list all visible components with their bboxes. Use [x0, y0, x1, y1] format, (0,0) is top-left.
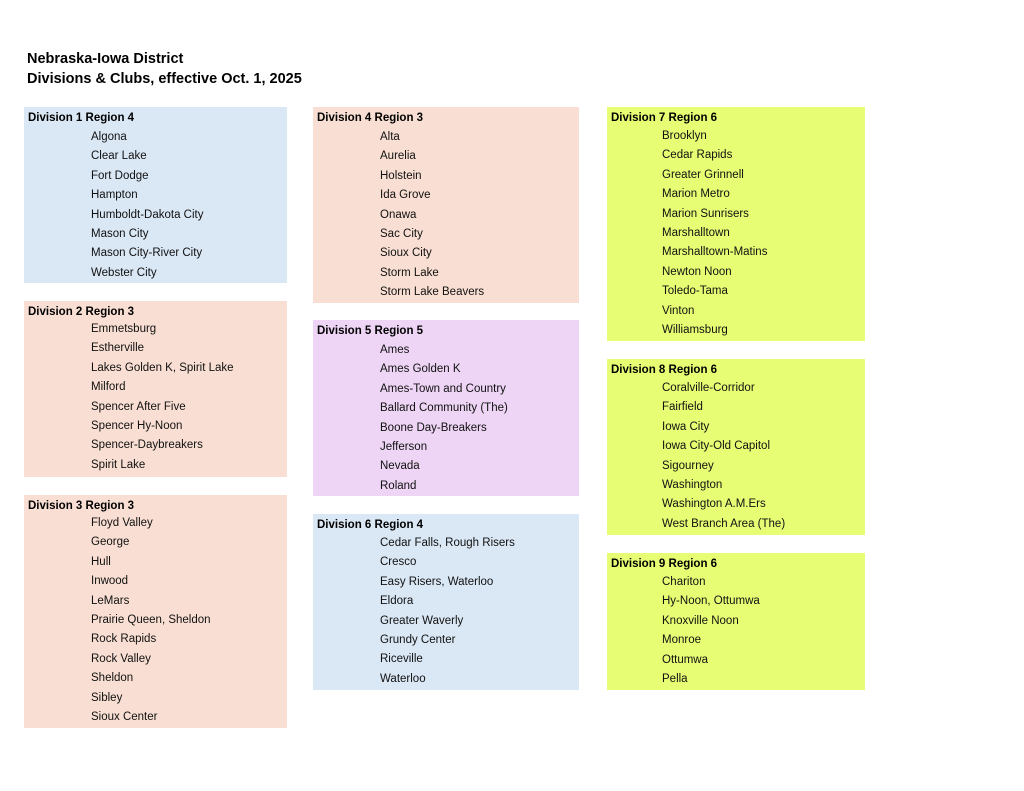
division-7-heading: Division 7 Region 6 — [611, 112, 718, 124]
division-4-box — [313, 107, 579, 303]
division-2-club-list — [91, 320, 234, 475]
division-4-heading: Division 4 Region 3 — [317, 112, 424, 124]
club-item: Cedar Rapids — [662, 149, 733, 162]
club-item: Sioux Center — [91, 710, 158, 723]
club-item: Sac City — [380, 227, 423, 240]
club-item: Waterloo — [380, 672, 426, 685]
club-item: Washington A.M.Ers — [662, 498, 766, 511]
club-item: Ames Golden K — [380, 363, 461, 376]
club-item: Fairfield — [662, 401, 703, 414]
club-item: Prairie Queen, Sheldon — [91, 613, 211, 626]
division-9-box — [607, 553, 865, 690]
club-item: Spencer After Five — [91, 400, 186, 413]
club-item: Sigourney — [662, 459, 714, 472]
club-item: West Branch Area (The) — [662, 517, 786, 530]
club-item: Greater Waverly — [380, 614, 464, 627]
club-item: Mason City-River City — [91, 247, 203, 260]
club-item: Algona — [91, 131, 127, 143]
club-item: Inwood — [91, 575, 129, 588]
club-item: Estherville — [91, 342, 145, 355]
club-item: Pella — [662, 672, 688, 685]
division-2-box — [24, 301, 287, 477]
document-title: Nebraska-Iowa District — [27, 51, 184, 67]
club-item: Clear Lake — [91, 150, 147, 163]
club-item: Floyd Valley — [91, 517, 153, 529]
club-item: LeMars — [91, 594, 130, 607]
division-1-club-list — [91, 128, 203, 283]
club-item: Ida Grove — [380, 189, 431, 202]
club-item: Washington — [662, 478, 723, 491]
club-item: Iowa City — [662, 420, 710, 433]
club-item: Milford — [91, 381, 126, 394]
club-item: Lakes Golden K, Spirit Lake — [91, 361, 234, 374]
division-1-heading: Division 1 Region 4 — [28, 112, 135, 124]
division-3-box — [24, 495, 287, 728]
club-item: Ballard Community (The) — [380, 402, 508, 415]
club-item: Hull — [91, 555, 111, 568]
club-item: George — [91, 536, 130, 549]
club-item: Greater Grinnell — [662, 168, 744, 181]
club-item: Sioux City — [380, 247, 432, 260]
club-item: Cedar Falls, Rough Risers — [380, 537, 515, 549]
club-item: Hy-Noon, Ottumwa — [662, 595, 760, 608]
club-item: Ames — [380, 344, 410, 356]
club-item: Jefferson — [380, 440, 428, 453]
club-item: Easy Risers, Waterloo — [380, 575, 494, 588]
club-item: Rock Rapids — [91, 633, 157, 646]
division-6-box — [313, 514, 579, 690]
club-item: Marion Metro — [662, 188, 730, 201]
division-8-club-list — [662, 379, 785, 534]
division-7-box — [607, 107, 865, 341]
division-5-club-list — [380, 341, 508, 496]
club-item: Marshalltown — [662, 226, 730, 239]
club-item: Holstein — [380, 169, 422, 182]
club-item: Rock Valley — [91, 652, 151, 665]
club-item: Williamsburg — [662, 323, 728, 336]
club-item: Riceville — [380, 653, 423, 666]
club-item: Sheldon — [91, 672, 134, 685]
division-8-heading: Division 8 Region 6 — [611, 364, 718, 376]
club-item: Newton Noon — [662, 265, 732, 278]
club-item: Spirit Lake — [91, 458, 146, 471]
club-item: Storm Lake Beavers — [380, 286, 485, 299]
division-5-box — [313, 320, 579, 496]
club-item: Aurelia — [380, 150, 416, 163]
club-item: Spencer Hy-Noon — [91, 419, 183, 432]
club-item: Spencer-Daybreakers — [91, 439, 203, 452]
club-item: Ottumwa — [662, 653, 709, 666]
division-1-box — [24, 107, 287, 283]
club-item: Sibley — [91, 691, 123, 704]
club-item: Iowa City-Old Capitol — [662, 440, 771, 453]
club-item: Monroe — [662, 634, 701, 647]
club-item: Eldora — [380, 595, 414, 608]
division-3-heading: Division 3 Region 3 — [28, 500, 135, 512]
club-item: Humboldt-Dakota City — [91, 208, 204, 221]
division-7-club-list — [662, 127, 767, 340]
club-item: Mason City — [91, 227, 149, 240]
club-item: Coralville-Corridor — [662, 382, 755, 394]
club-item: Storm Lake — [380, 266, 439, 279]
club-item: Nevada — [380, 460, 420, 473]
club-item: Fort Dodge — [91, 169, 149, 182]
club-item: Emmetsburg — [91, 323, 157, 335]
division-9-club-list — [662, 573, 760, 689]
document-subtitle: Divisions & Clubs, effective Oct. 1, 2025 — [27, 71, 302, 87]
club-item: Brooklyn — [662, 130, 707, 142]
division-8-box — [607, 359, 865, 535]
club-item: Grundy Center — [380, 633, 456, 646]
division-9-heading: Division 9 Region 6 — [611, 558, 718, 570]
club-item: Knoxville Noon — [662, 614, 739, 627]
club-item: Onawa — [380, 208, 417, 221]
club-item: Alta — [380, 131, 400, 143]
division-6-club-list — [380, 534, 515, 689]
club-item: Webster City — [91, 266, 157, 279]
club-item: Vinton — [662, 304, 695, 317]
division-4-club-list — [380, 128, 484, 303]
club-item: Chariton — [662, 576, 706, 588]
division-2-heading: Division 2 Region 3 — [28, 306, 135, 318]
division-3-club-list — [91, 514, 211, 727]
club-item: Boone Day-Breakers — [380, 421, 487, 434]
club-item: Marshalltown-Matins — [662, 246, 768, 259]
club-item: Toledo-Tama — [662, 285, 728, 298]
club-item: Cresco — [380, 556, 417, 569]
club-item: Marion Sunrisers — [662, 207, 749, 220]
club-item: Roland — [380, 479, 417, 492]
club-item: Hampton — [91, 189, 138, 202]
division-5-heading: Division 5 Region 5 — [317, 325, 424, 337]
division-6-heading: Division 6 Region 4 — [317, 519, 424, 531]
club-item: Ames-Town and Country — [380, 382, 506, 395]
